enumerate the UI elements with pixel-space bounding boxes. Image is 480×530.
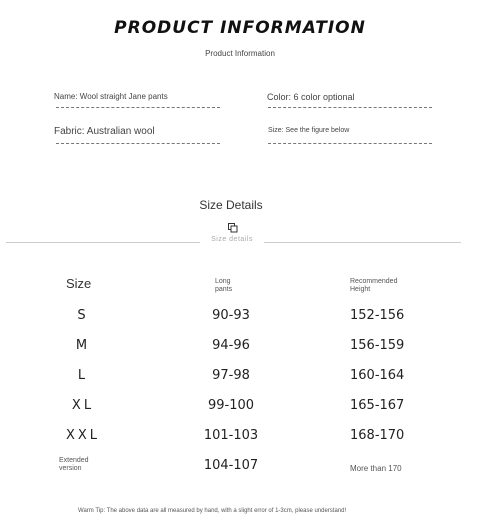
- product-name: Name: Wool straight Jane pants: [54, 92, 168, 101]
- length-cell: 101-103: [203, 428, 259, 443]
- size-cell: XL: [71, 398, 95, 413]
- section-subtitle: Size details: [211, 236, 253, 243]
- size-cell: M: [75, 338, 91, 353]
- table-row: [0, 458, 480, 482]
- length-cell: 99-100: [207, 398, 255, 413]
- product-fabric: Fabric: Australian wool: [54, 126, 155, 137]
- table-row: [0, 338, 480, 362]
- warm-tip: Warm Tip: The above data are all measured by hand, with a slight error of 1-3cm, please understand!: [78, 508, 347, 514]
- height-cell: 165-167: [350, 398, 405, 413]
- table-row: [0, 428, 480, 452]
- height-cell: 160-164: [350, 368, 405, 383]
- height-cell: 168-170: [350, 428, 405, 443]
- table-row: [0, 398, 480, 422]
- product-color: Color: 6 color optional: [267, 92, 355, 102]
- product-size: Size: See the figure below: [268, 127, 350, 134]
- length-cell: 90-93: [212, 308, 250, 323]
- divider: [268, 143, 432, 144]
- extended-label-line2: version: [59, 465, 82, 472]
- divider: [264, 242, 461, 243]
- length-cell: 97-98: [212, 368, 250, 383]
- col-header-length-line2: pants: [215, 286, 233, 293]
- section-title: Size Details: [199, 198, 263, 212]
- col-header-length-line1: Long: [215, 278, 231, 285]
- extended-label-line1: Extended: [59, 457, 89, 464]
- table-row: [0, 368, 480, 392]
- length-cell: 104-107: [203, 458, 259, 473]
- size-cell: L: [77, 368, 89, 383]
- size-cell: S: [77, 308, 89, 323]
- length-cell: 94-96: [212, 338, 250, 353]
- copy-icon: [228, 223, 238, 233]
- divider: [6, 242, 200, 243]
- divider: [268, 107, 432, 108]
- col-header-height-line2: Height: [350, 286, 371, 293]
- col-header-size: Size: [66, 276, 92, 291]
- size-cell-extended: [59, 457, 89, 473]
- page-title: PRODUCT INFORMATION: [114, 18, 366, 38]
- height-cell: 152-156: [350, 308, 405, 323]
- table-row: [0, 308, 480, 332]
- col-header-height: [350, 278, 397, 294]
- page-subtitle: Product Information: [205, 49, 275, 58]
- col-header-height-line1: Recommended: [350, 278, 398, 285]
- height-cell: 156-159: [350, 338, 405, 353]
- divider: [56, 107, 220, 108]
- col-header-length: [215, 278, 232, 294]
- height-cell: More than 170: [350, 464, 402, 473]
- divider: [56, 143, 220, 144]
- size-cell: XXL: [65, 428, 101, 443]
